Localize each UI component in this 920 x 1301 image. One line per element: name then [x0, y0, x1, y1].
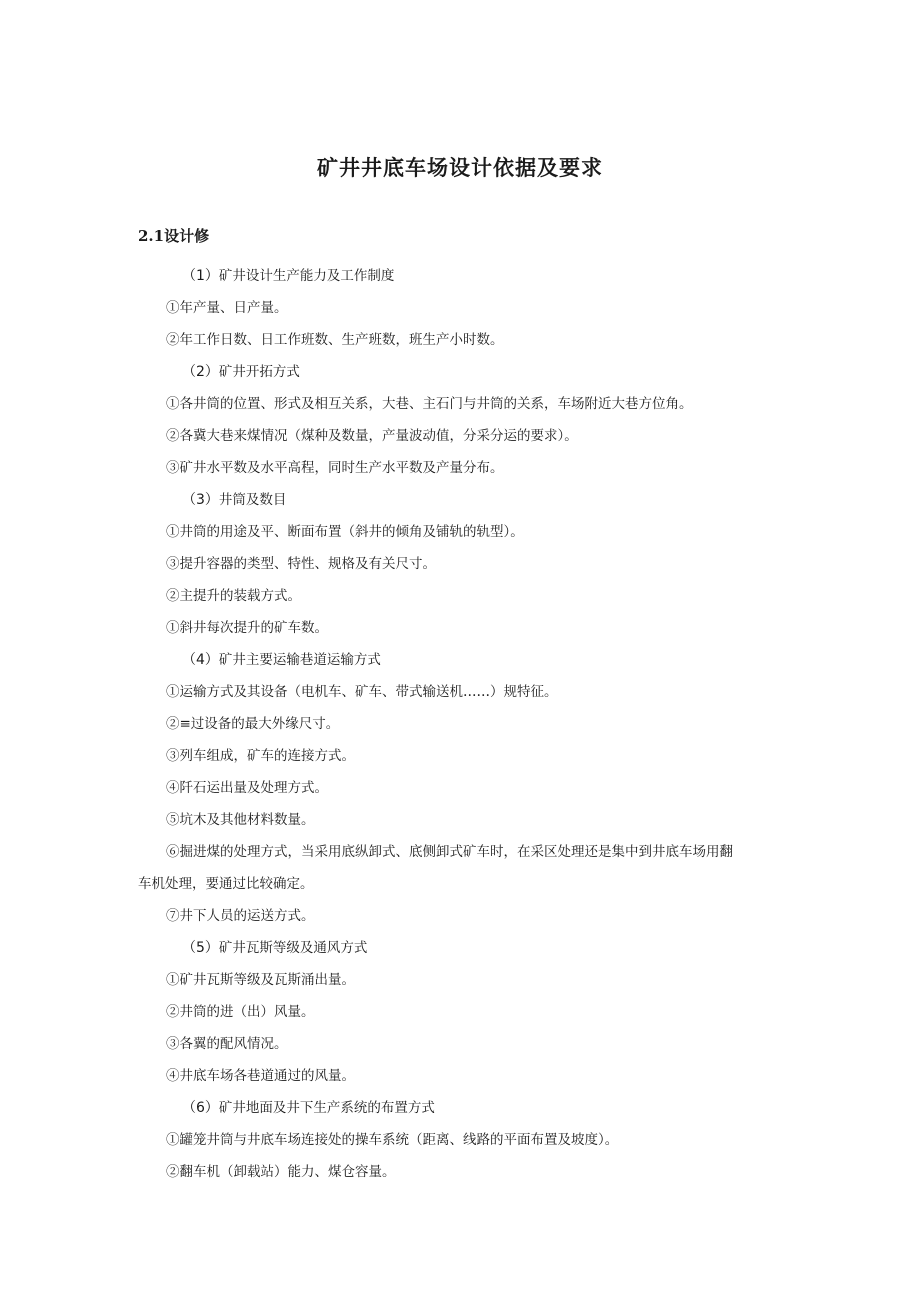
- subsection-number: （5）: [182, 940, 219, 956]
- subsection-heading: [182, 264, 394, 288]
- subsection-title: 矿井设计生产能力及工作制度: [218, 268, 395, 284]
- subsection-heading: [182, 1096, 435, 1120]
- subsection-number: （6）: [182, 1100, 219, 1116]
- list-item: ②翻车机（卸载站）能力、煤仓容量。: [166, 1164, 396, 1180]
- list-item: ⑤坑木及其他材料数量。: [166, 812, 315, 828]
- subsection-number: （2）: [182, 364, 219, 380]
- list-item: ④井底车场各巷道通过的风量。: [166, 1068, 355, 1084]
- list-item: ②井筒的进（出）风量。: [166, 1004, 315, 1020]
- list-item: ⑥掘进煤的处理方式，当采用底纵卸式、底侧卸式矿车时，在采区处理还是集中到井底车场用翻: [166, 844, 733, 860]
- list-item: ①罐笼井筒与井底车场连接处的操车系统（距离、线路的平面布置及坡度）。: [166, 1132, 619, 1148]
- list-item: ②主提升的装载方式。: [166, 588, 301, 604]
- list-item: ③矿井水平数及水平高程，同时生产水平数及产量分布。: [166, 460, 504, 476]
- list-item: ①各井筒的位置、形式及相互关系，大巷、主石门与井筒的关系，车场附近大巷方位角。: [166, 396, 693, 412]
- subsection-number: （3）: [182, 492, 219, 508]
- list-item: ②各冀大巷来煤情况（煤种及数量，产量波动值，分采分运的要求）。: [166, 428, 578, 444]
- list-item: ⑦井下人员的运送方式。: [166, 908, 315, 924]
- subsection-number: （4）: [182, 652, 219, 668]
- subsection-title: 矿井开拓方式: [218, 364, 300, 380]
- list-item: ①矿井瓦斯等级及瓦斯涌出量。: [166, 972, 355, 988]
- subsection-heading: [182, 488, 286, 512]
- list-item: ④阡石运出量及处理方式。: [166, 780, 328, 796]
- list-item: ③各翼的配风情况。: [166, 1036, 288, 1052]
- subsection-heading: [182, 648, 381, 672]
- list-item: ②≡过设备的最大外缘尺寸。: [166, 716, 340, 732]
- subsection-title: 井筒及数目: [218, 492, 287, 508]
- section-heading: 2.1设计修: [138, 227, 210, 245]
- list-item-continuation: 车机处理，要通过比较确定。: [138, 876, 314, 892]
- subsection-number: （1）: [182, 268, 219, 284]
- list-item: ①斜井每次提升的矿车数。: [166, 620, 328, 636]
- list-item: ③提升容器的类型、特性、规格及有关尺寸。: [166, 556, 436, 572]
- document-title: 矿井井底车场设计依据及要求: [317, 156, 603, 180]
- subsection-heading: [182, 360, 300, 384]
- list-item: ①年产量、日产量。: [166, 300, 288, 316]
- list-item: ②年工作日数、日工作班数、生产班数，班生产小时数。: [166, 332, 504, 348]
- list-item: ①井筒的用途及平、断面布置（斜井的倾角及铺轨的轨型）。: [166, 524, 524, 540]
- subsection-title: 矿井瓦斯等级及通风方式: [218, 940, 368, 956]
- subsection-heading: [182, 936, 367, 960]
- list-item: ③列车组成，矿车的连接方式。: [166, 748, 355, 764]
- list-item: ①运输方式及其设备（电机车、矿车、带式输送机……）规特征。: [166, 684, 558, 700]
- subsection-title: 矿井主要运输巷道运输方式: [218, 652, 381, 668]
- subsection-title: 矿井地面及井下生产系统的布置方式: [218, 1100, 435, 1116]
